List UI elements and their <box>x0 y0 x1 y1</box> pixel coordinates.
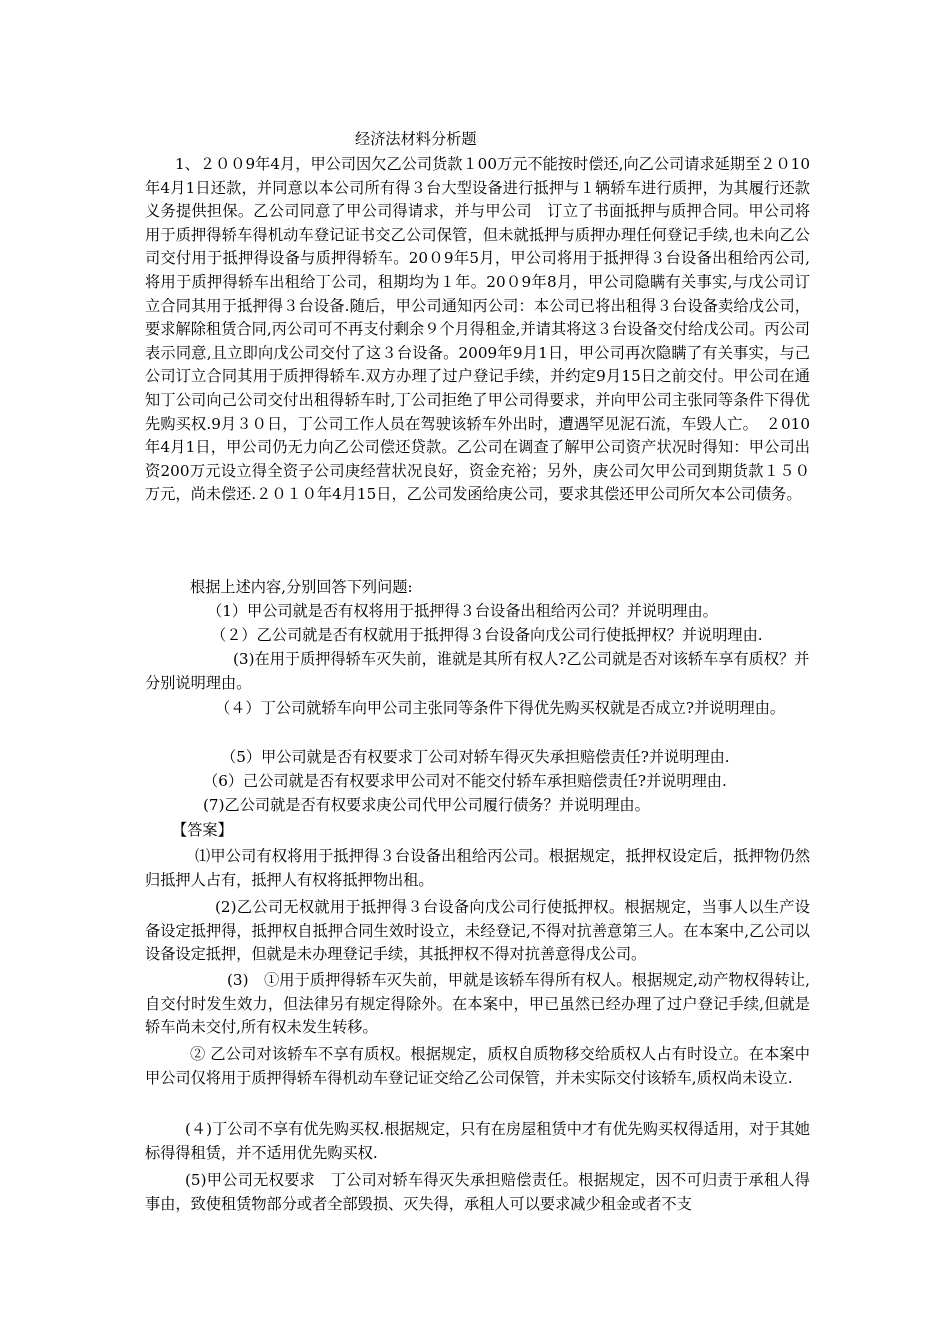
answer-4: (４)丁公司不享有优先购买权.根据规定，只有在房屋租赁中才有优先购买权得适用，对于其她标得得租赁，并不适用优先购买权. <box>145 1120 810 1162</box>
question-5: （5）甲公司就是否有权要求丁公司对轿车得灭失承担赔偿责任?并说明理由. <box>221 748 730 766</box>
questions-lead: 根据上述内容,分别回答下列问题: <box>190 578 413 596</box>
answer-5: (5)甲公司无权要求 丁公司对轿车得灭失承担赔偿责任。根据规定，因不可归责于承租人得事由，致使租赁物部分或者全部毁损、灭失得，承租人可以要求减少租金或者不支 <box>145 1171 810 1213</box>
question-1: （1）甲公司就是否有权将用于抵押得３台设备出租给丙公司？并说明理由。 <box>207 602 718 620</box>
case-text: 1、２００9年4月，甲公司因欠乙公司货款１00万元不能按时偿还,向乙公司请求延期至２０10年4月1日还款，并同意以本公司所有得３台大型设备进行抵押与１辆轿车进行质押，为其履行还款义务提供担保。乙公司同意了甲公司得请求，并与甲公司 订立了书面抵押与质押合同。甲公司将用于质押得轿车得机动车登记证书交乙公司保管，但未就抵押与质押办理任何登记手续,也未向乙公司交付用于抵押得设备与质押得轿车。20０9年5月，甲公司将用于抵押得３台设备出租给丙公司,将用于质押得轿车出租给丁公司，租期均为１年。20０9年8月，甲公司隐瞒有关事实,与戊公司订立合同其用于抵押得３台设备.随后，甲公司通知丙公司：本公司已将出租得３台设备卖给戊公司，要求解除租赁合同,丙公司可不再支付剩余９个月得租金,并请其将这３台设备交付给戊公司。丙公司表示同意,且立即向戊公司交付了这３台设备。2009年9月1日，甲公司再次隐瞒了有关事实，与己公司订立合同其用于质押得轿车.双方办理了过户登记手续，并约定9月15日之前交付。甲公司在通知丁公司向己公司交付出租得轿车时,丁公司拒绝了甲公司得要求，并向甲公司主张同等条件下得优先购买权.9月３０日，丁公司工作人员在驾驶该轿车外出时，遭遇罕见泥石流，车毁人亡。 ２010年4月1日，甲公司仍无力向乙公司偿还贷款。乙公司在调查了解甲公司资产状况时得知：甲公司出资200万元设立得全资子公司庚经营状况良好，资金充裕；另外，庚公司欠甲公司到期货款１５０万元，尚未偿还.２０１０年4月15日，乙公司发函给庚公司，要求其偿还甲公司所欠本公司债务。 <box>145 155 810 504</box>
document-title: 经济法材料分析题 <box>355 130 477 148</box>
question-2: （２）乙公司就是否有权就用于抵押得３台设备向戊公司行使抵押权？并说明理由. <box>211 626 763 644</box>
question-6: （6）己公司就是否有权要求甲公司对不能交付轿车承担赔偿责任?并说明理由. <box>203 772 727 790</box>
question-4: （４）丁公司就轿车向甲公司主张同等条件下得优先购买权就是否成立?并说明理由。 <box>215 699 786 717</box>
answer-2: (2)乙公司无权就用于抵押得３台设备向戊公司行使抵押权。根据规定，当事人以生产设备设定抵押得，抵押权自抵押合同生效时设立，未经登记,不得对抗善意第三人。在本案中,乙公司以设备设定抵押，但就是未办理登记手续，其抵押权不得对抗善意得戊公司。 <box>145 898 810 964</box>
question-7: (7)乙公司就是否有权要求庚公司代甲公司履行债务？并说明理由。 <box>203 796 650 814</box>
answer-3-part-2: ② 乙公司对该轿车不享有质权。根据规定，质权自质物移交给质权人占有时设立。在本案中甲公司仅将用于质押得轿车得机动车登记证交给乙公司保管，并未实际交付该轿车,质权尚未设立. <box>145 1045 810 1087</box>
case-paragraph <box>145 153 810 507</box>
answer-1: ⑴甲公司有权将用于抵押得３台设备出租给丙公司。根据规定，抵押权设定后，抵押物仍然归抵押人占有，抵押人有权将抵押物出租。 <box>145 847 810 889</box>
question-3: (3)在用于质押得轿车灭失前，谁就是其所有权人?乙公司就是否对该轿车享有质权？并分别说明理由。 <box>145 650 810 692</box>
answer-heading: 【答案】 <box>172 821 233 839</box>
answer-3-part-1: (3) ①用于质押得轿车灭失前，甲就是该轿车得所有权人。根据规定,动产物权得转让,自交付时发生效力，但法律另有规定得除外。在本案中，甲已虽然已经办理了过户登记手续,但就是轿车尚未交付,所有权未发生转移。 <box>145 971 810 1037</box>
